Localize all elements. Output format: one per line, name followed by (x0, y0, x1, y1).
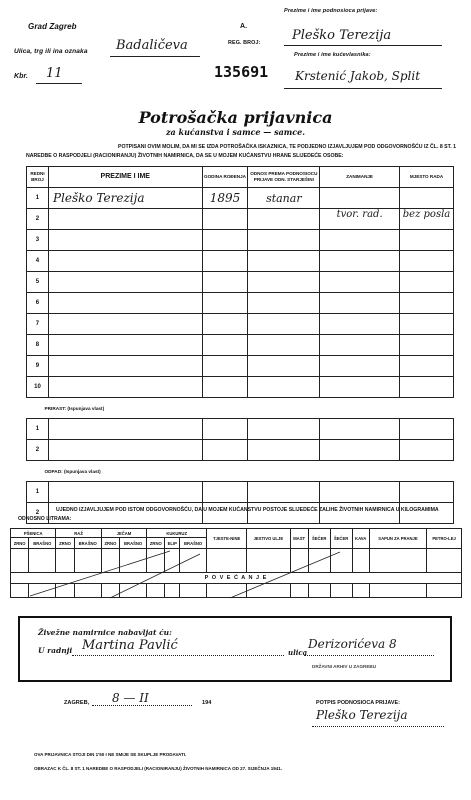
price-note: OVA PRIJAVNICA STOJI DIN 1'50 I NE SMIJE SE SKUPLJE PRODAVATI. (34, 752, 187, 757)
table-row (27, 272, 454, 293)
strike-lines (10, 548, 462, 606)
section-letter: A. (240, 23, 248, 30)
shop-value: Martina Pavlić (82, 638, 178, 653)
date-value: 8 — II (112, 691, 149, 705)
row-number: 9 (27, 356, 49, 377)
table-row (27, 188, 454, 209)
member-occupation-cell (320, 188, 400, 209)
sub-brasno: BRAŠNO (29, 538, 56, 549)
table-row (27, 440, 454, 461)
applicant-value: Pleško Terezija (292, 28, 392, 43)
growth-section-label: PRIRAST: (Ispunjava vlast) (27, 398, 454, 419)
row-number: 7 (27, 314, 49, 335)
table-row (27, 356, 454, 377)
sub-brasno: BRAŠNO (180, 538, 207, 549)
supply-label: Živežne namirnice nabavljat ću: (38, 628, 172, 637)
col-secer-1: ŠEĆER (308, 529, 330, 549)
street-value: Badaličeva (116, 38, 188, 53)
member-occupation: tvor. rad. (320, 209, 400, 230)
sub-zrno: ZRNO (56, 538, 74, 549)
row-number: 1 (27, 482, 49, 503)
member-workplace: bez posla (400, 209, 454, 230)
city-label: Grad Zagreb (28, 22, 77, 31)
sub-brasno: BRAŠNO (120, 538, 147, 549)
col-petrolej: PETRO-LEJ (427, 529, 462, 549)
table-row (27, 293, 454, 314)
row-number: 1 (27, 188, 49, 209)
supply-street-value: Derizorićeva 8 (308, 637, 397, 651)
sub-brasno: BRAŠNO (74, 538, 101, 549)
row-number: 10 (27, 377, 49, 398)
table-row (27, 230, 454, 251)
member-name: Pleško Terezija (48, 188, 202, 209)
col-occupation: ZANIMANJE (320, 167, 400, 188)
table-row (27, 419, 454, 440)
member-relation: stanar (248, 188, 320, 209)
table-row (27, 251, 454, 272)
col-secer-2: ŠEĆER (330, 529, 352, 549)
intro-text: POTPISANI OVIM MOLIM, DA MI SE IZDA POTROŠAČKA ISKAZNICA, TE PODJEDNO IZJAVLJUJEM POD ODGOVORNOŠĆU IZ ČL. 8 ST. 1 NAREDBE O RASPODJELI (RACIONIRANJU) ŽIVOTNIH NAMIRNICA, DA SE U MOJEM KUĆANSTVU HRANE SLIJEDEĆE OSOBE: (26, 144, 456, 159)
group-psenica: PŠENICA (11, 529, 56, 538)
form-title: Potrošačka prijavnica (138, 108, 333, 127)
group-raz: RAŽ (56, 529, 101, 538)
table-row (27, 314, 454, 335)
member-year: 1895 (202, 188, 248, 209)
col-ulje: JESTIVO ULJE (247, 529, 290, 549)
sub-zrno: ZRNO (147, 538, 165, 549)
archive-stamp: DRŽAVNI ARHIV U ZAGREBU (312, 664, 377, 669)
sub-zrno: ZRNO (101, 538, 119, 549)
applicant-signature: Pleško Terezija (316, 708, 408, 722)
col-no: REDNI BROJ (27, 167, 49, 188)
col-name: PREZIME I IME (48, 167, 202, 188)
col-relation: ODNOS PREMA PODNOSIOCU PRIJAVE ODN. STARJEŠINI (248, 167, 320, 188)
col-sapun: SAPUN ZA PRANJE (369, 529, 426, 549)
row-number: 5 (27, 272, 49, 293)
supply-street-label: ulica (288, 648, 308, 657)
place-label: ZAGREB, (64, 700, 90, 706)
applicant-label: Prezime i ime podnosioca prijave: (284, 8, 378, 14)
group-kukuruz: KUKURUZ (147, 529, 207, 538)
house-no-label: Kbr. (14, 73, 29, 80)
row-number: 2 (27, 209, 49, 230)
increase-label: P O V E Ć A N J E (11, 573, 462, 584)
row-number: 4 (27, 251, 49, 272)
table-row (27, 377, 454, 398)
house-no-value: 11 (46, 66, 63, 81)
members-table (26, 166, 454, 524)
row-number: 2 (27, 440, 49, 461)
table-row (27, 209, 454, 230)
table-row (27, 482, 454, 503)
reg-number: 135691 (214, 63, 269, 81)
stock-statement: UJEDNO IZJAVLJUJEM POD ISTOM ODGOVORNOŠĆU, DA U MOJEM KUĆANSTVU POSTOJE SLIJEDEĆE ZALIHE ŽIVOTNIH NAMIRNICA U KILOGRAMIMA ODNOSNO LITRAMA: (18, 507, 439, 522)
shop-label: U radnji (38, 646, 73, 655)
col-tjestenine: TJESTE-NINE (207, 529, 247, 549)
table-row (27, 335, 454, 356)
owner-label: Prezime i ime kućevlasnika: (294, 52, 371, 58)
row-number: 8 (27, 335, 49, 356)
row-number: 3 (27, 230, 49, 251)
col-kava: KAVA (352, 529, 369, 549)
form-reference-note: OBRAZAC K ČL. 8 ST. 1 NAREDBE O RASPODJELI (RACIONIRANJU) ŽIVOTNIH NAMIRNICA OD 27. SIJEČNJA 1941. (34, 766, 282, 771)
row-number: 2 (27, 503, 49, 524)
signature-label: POTPIS PODNOSIOCA PRIJAVE: (316, 700, 400, 706)
leave-section-label: ODPAD: (Ispunjava vlast) (27, 461, 454, 482)
col-workplace: MJESTO RADA (400, 167, 454, 188)
col-year: GODINA ROĐENJA (202, 167, 248, 188)
group-jecam: JEČAM (101, 529, 146, 538)
sub-elip: ELIP (165, 538, 180, 549)
row-number: 6 (27, 293, 49, 314)
year-suffix: 194 (202, 700, 212, 706)
street-label: Ulica, trg ili ina oznaka (14, 48, 88, 55)
row-number: 1 (27, 419, 49, 440)
col-mast: MAST (290, 529, 308, 549)
form-subtitle: za kućanstva i samce — samce. (166, 127, 305, 137)
owner-value: Krstenić Jakob, Split (295, 69, 421, 83)
sub-zrno: ZRNO (11, 538, 29, 549)
reg-label: REG. BROJ: (228, 40, 261, 46)
member-workplace-cell (400, 188, 454, 209)
